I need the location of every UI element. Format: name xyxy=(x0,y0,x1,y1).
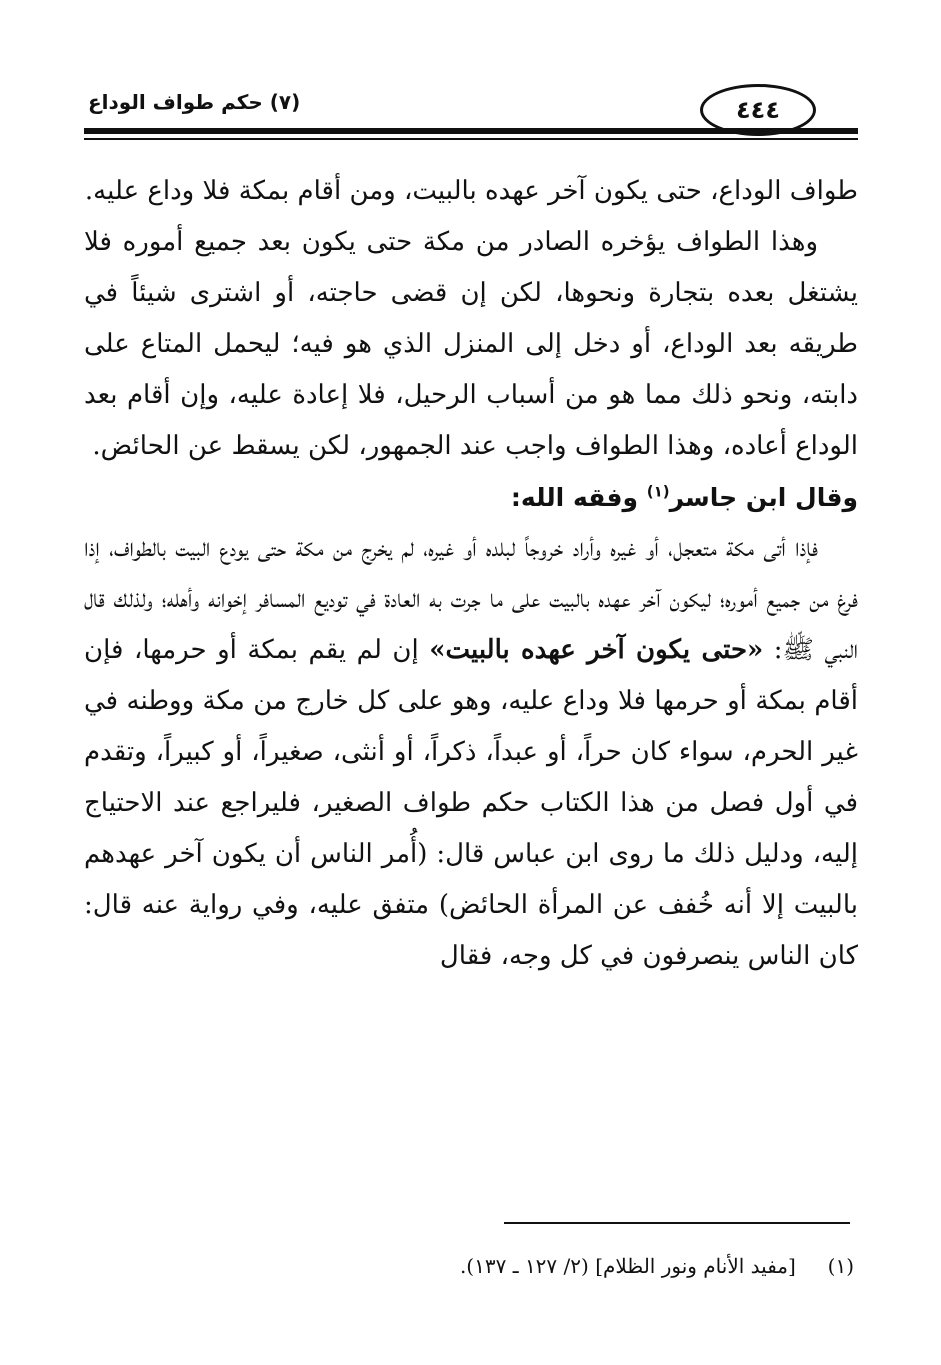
footnote-marker: (١) xyxy=(827,1254,854,1278)
hadith-quote: «حتى يكون آخر عهده بالبيت» xyxy=(429,635,764,665)
page-header xyxy=(84,84,858,144)
subheading-after: وفقه الله: xyxy=(510,483,647,512)
footnote-reference: (١) xyxy=(646,482,670,501)
body-text xyxy=(84,166,858,982)
paragraph-3-part-2: إن لم يقم بمكة أو حرمها، فإن أقام بمكة أو حرمها فلا وداع عليه، وهو على كل خارج من مكة ووطنه في غير الحرم، سواء كان حراً، أو عبداً، ذكراً، أو أنثى، صغيراً، أو كبيراً، وتقدم في أول فصل من هذا الكتاب حكم طواف الصغير، فليراجع عند الاحتياج إليه، ودليل ذلك ما روى ابن عباس قال: (أُمر الناس أن يكون آخر عهدهم بالبيت إلا أنه خُفف عن المرأة الحائض) متفق عليه، وفي رواية عنه قال: كان الناس ينصرفون في كل وجه، فقال xyxy=(84,635,858,971)
running-title: (٧) حكم طواف الوداع xyxy=(88,90,301,114)
footnote-text: [مفيد الأنام ونور الظلام] (٢/ ١٢٧ ـ ١٣٧). xyxy=(459,1254,796,1278)
header-rule-thick xyxy=(84,128,858,134)
header-rule-thin xyxy=(84,138,858,140)
subheading-before: وقال ابن جاسر xyxy=(669,483,858,512)
footnote-separator xyxy=(504,1222,850,1224)
paragraph-3-part-1: فإذا أتى مكة متعجل، أو غيره وأراد خروجاً لبلده أو غيره، لم يخرج من مكة حتى يودع البيت بالطواف، إذا فرغ من جميع أموره؛ ليكون آخر عهده بالبيت على ما جرت به العادة في توديع المسافر إخوانه وأهله؛ ولذلك قال النبي ﷺ: xyxy=(84,533,858,665)
page-number: ٤٤٤ xyxy=(736,96,780,124)
paragraph-2: وهذا الطواف يؤخره الصادر من مكة حتى يكون بعد جميع أموره فلا يشتغل بعده بتجارة ونحوها، لكن إن قضى حاجته، أو اشترى شيئاً في طريقه بعد الوداع، أو دخل إلى المنزل الذي هو فيه؛ ليحمل المتاع على دابته، ونحو ذلك مما هو من أسباب الرحيل، فلا إعادة عليه، وإن أقام بعد الوداع أعاده، وهذا الطواف واجب عند الجمهور، لكن يسقط عن الحائض. xyxy=(84,227,858,461)
paragraph-1: طواف الوداع، حتى يكون آخر عهده بالبيت، ومن أقام بمكة فلا وداع عليه. xyxy=(84,176,858,206)
footnote xyxy=(84,1252,854,1280)
paragraph-3 xyxy=(84,523,858,982)
section-subheading xyxy=(84,472,858,523)
